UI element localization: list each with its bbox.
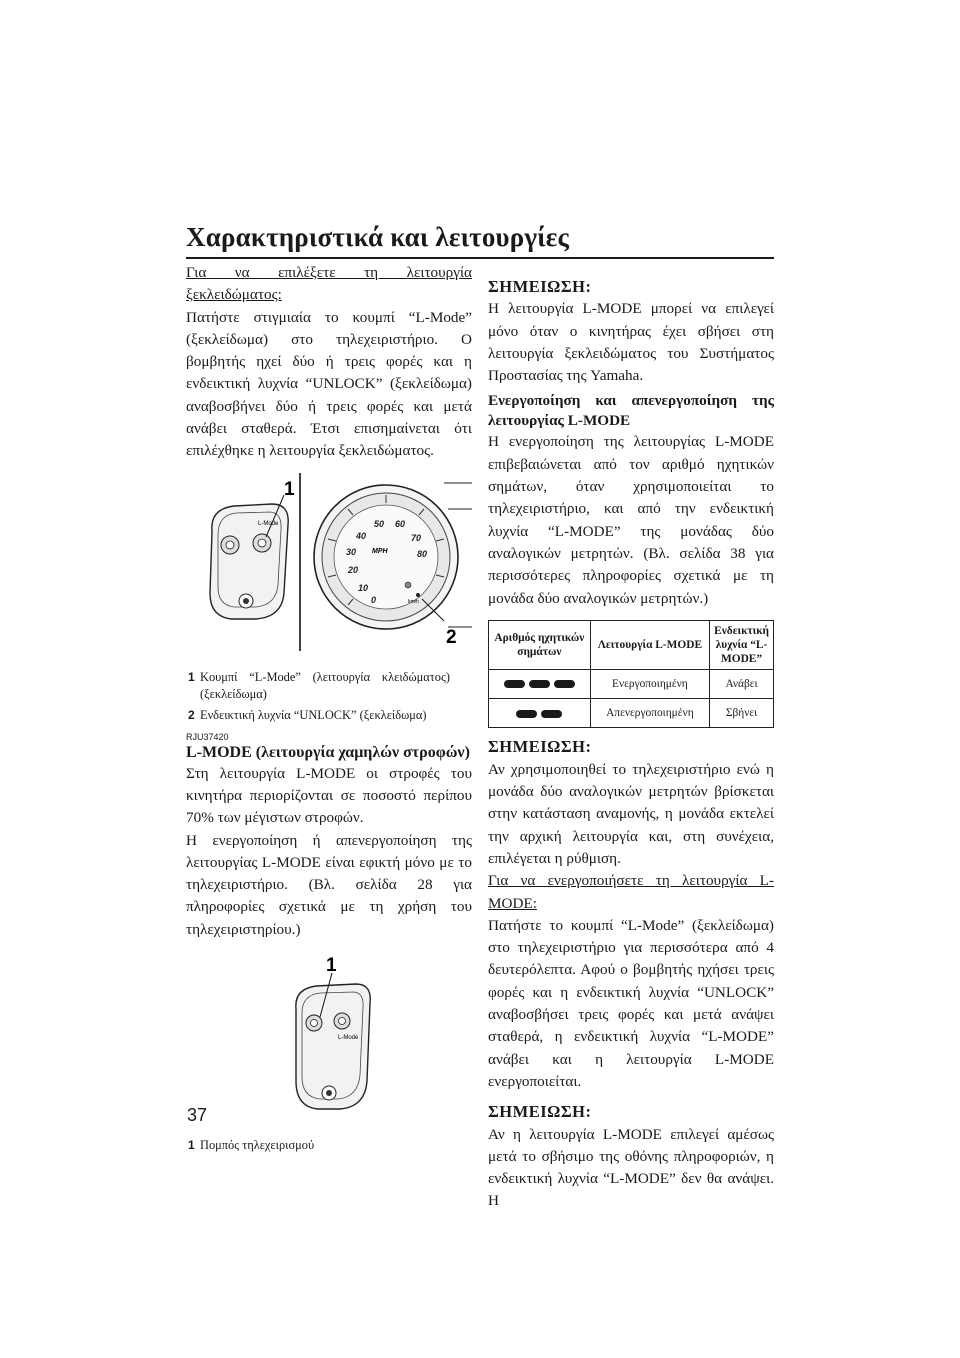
lamp-cell: Ανάβει [710, 669, 774, 698]
svg-text:40: 40 [356, 530, 367, 541]
page-header [186, 222, 774, 259]
activate-paragraph: Πατήστε το κουμπί “L-Mode” (ξεκλείδωμα) στο τηλεχειριστήριο για περισσότερα από 4 δευτερόλεπτα. Αφού ο βομβητής ηχήσει τρεις φορές και η ενδεικτική λυχνία “UNLOCK” αναβοσβήσει τρεις φορές και μετά ανάψει σταθερά, η ενδεικτική λυχνία “L-MODE” ανάβει και η λειτουργία L-MODE ενεργοποιείται. [488, 916, 774, 1090]
beep-icon [541, 710, 562, 718]
lmode-paragraph-1: Στη λειτουργία L-MODE οι στροφές του κινητήρα περιορίζονται σε ποσοστό περίπου 70% των μέγιστων στροφών. [186, 764, 472, 827]
subheading: Ενεργοποίηση και απενεργοποίηση της λειτουργίας L-MODE [488, 392, 774, 430]
note-heading-2: ΣΗΜΕΙΩΣΗ: [488, 737, 592, 757]
callout-1: 1 [326, 955, 337, 977]
page-number: 37 [187, 1105, 208, 1125]
gauge-kmh: km/h [408, 598, 419, 605]
table-row [489, 699, 774, 728]
beep-icon [516, 710, 537, 718]
left-column [186, 262, 472, 1154]
mode-cell: Ενεργοποιημένη [590, 669, 709, 698]
svg-text:80: 80 [417, 548, 428, 559]
note-heading-1: ΣΗΜΕΙΩΣΗ: [488, 277, 592, 296]
figure-remote-and-gauge [186, 473, 472, 669]
remote-transmitter-icon [296, 984, 370, 1109]
unlock-paragraph: Πατήστε στιγμιαία το κουμπί “L-Mode” (ξεκλείδωμα) στο τηλεχειριστήριο. Ο βομβητής ηχεί δύο ή τρεις φορές και η ενδεικτική λυχνία “UNLOCK” (ξεκλείδωμα) αναβοσβήνει δύο ή τρεις φορές και μετά ανάβει σταθερά. Έτσι επισημαίνεται ότι επιλέχθηκε η λειτουργία ξεκλειδώματος. [186, 308, 472, 460]
beep-icon [529, 680, 550, 688]
table-header-row [489, 620, 774, 669]
svg-text:70: 70 [411, 532, 422, 543]
note-text-1: Η λειτουργία L-MODE μπορεί να επιλεγεί μόνο όταν ο κινητήρας έχει σβήσει στη λειτουργία ξεκλειδώματος του Συστήματος Προστασίας της Yamaha. [488, 300, 774, 385]
note-heading-3: ΣΗΜΕΙΩΣΗ: [488, 1102, 592, 1122]
figure2-caption-1: 1 Πομπός τηλεχειρισμού [188, 1138, 315, 1153]
subheading-paragraph: Η ενεργοποίηση της λειτουργίας L-MODE επιβεβαιώνεται από τον αριθμό ηχητικών σημάτων, όταν χρησιμοποιείται το τηλεχειριστήριο, και από την ενδεικτική λυχνία “L-MODE” της μονάδας δύο αναλογικών μετρητών. (Βλ. σελίδα 38 για περισσότερες πληροφορίες σχετικά με τη μονάδα δύο αναλογικών μετρητών.) [488, 433, 774, 607]
remote-label: L-Mode [258, 520, 279, 527]
beep-signal-table [488, 620, 774, 729]
remote-illustration [186, 951, 472, 1137]
callout-2: 2 [446, 626, 457, 648]
figure-remote [186, 951, 472, 1137]
svg-text:50: 50 [374, 518, 385, 529]
section-title: L-MODE (λειτουργία χαμηλών στροφών) [186, 743, 470, 761]
lmode-paragraph-2: Η ενεργοποίηση ή απενεργοποίηση της λειτουργίας L-MODE είναι εφικτή μόνο με το τηλεχειριστήριο. (Βλ. σελίδα 28 για πληροφορίες σχετικά με τη χρήση του τηλεχειριστηρίου.) [186, 831, 472, 938]
table-header: Λειτουργία L-MODE [590, 620, 709, 669]
unlock-heading: Για να επιλέξετε τη λειτουργία ξεκλειδώματος: [186, 264, 472, 304]
remote-label: L-Mode [338, 1035, 359, 1042]
note-text-3: Αν η λειτουργία L-MODE επιλεγεί αμέσως μετά το σβήσιμο της οθόνης πληροφοριών, η ενδεικτική λυχνία “L-MODE” δεν θα ανάψει. Η [488, 1125, 774, 1210]
table-header: Αριθμός ηχητικών σημάτων [489, 620, 591, 669]
section-code: RJU37420 [186, 731, 229, 742]
beep-count-cell [489, 699, 591, 728]
page-title: Χαρακτηριστικά και λειτουργίες [186, 222, 774, 259]
right-column [488, 262, 774, 1213]
note-text-2: Αν χρησιμοποιηθεί το τηλεχειριστήριο ενώ η μονάδα δύο αναλογικών μετρητών βρίσκεται στην κατάσταση αναμονής, η μονάδα εκτελεί την αρχική λειτουργία και, στη συνέχεια, επιλέγεται η ρύθμιση. [488, 760, 774, 867]
beep-icon [504, 680, 525, 688]
svg-text:60: 60 [395, 518, 406, 529]
beep-count-cell [489, 669, 591, 698]
mode-cell: Απενεργοποιημένη [590, 699, 709, 728]
lamp-cell: Σβήνει [710, 699, 774, 728]
svg-text:0: 0 [371, 594, 377, 605]
figure1-caption-1: 1 Κουμπί “L-Mode” (λειτουργία κλειδώματος) (ξεκλείδωμα) [188, 669, 450, 701]
table-header: Ενδεικτική λυχνία “L-MODE” [710, 620, 774, 669]
svg-text:10: 10 [358, 582, 369, 593]
beep-icon [554, 680, 575, 688]
callout-1: 1 [284, 478, 295, 500]
activate-heading: Για να ενεργοποιήσετε τη λειτουργία L-MODE: [488, 872, 774, 912]
gauge-unit: MPH [372, 547, 388, 555]
svg-text:20: 20 [348, 564, 359, 575]
figure1-caption-2: 2 Ενδεικτική λυχνία “UNLOCK” (ξεκλείδωμα) [188, 707, 427, 722]
svg-text:30: 30 [346, 546, 357, 557]
table-row [489, 669, 774, 698]
remote-gauge-illustration [186, 473, 472, 669]
speedometer-gauge-icon [314, 483, 472, 629]
